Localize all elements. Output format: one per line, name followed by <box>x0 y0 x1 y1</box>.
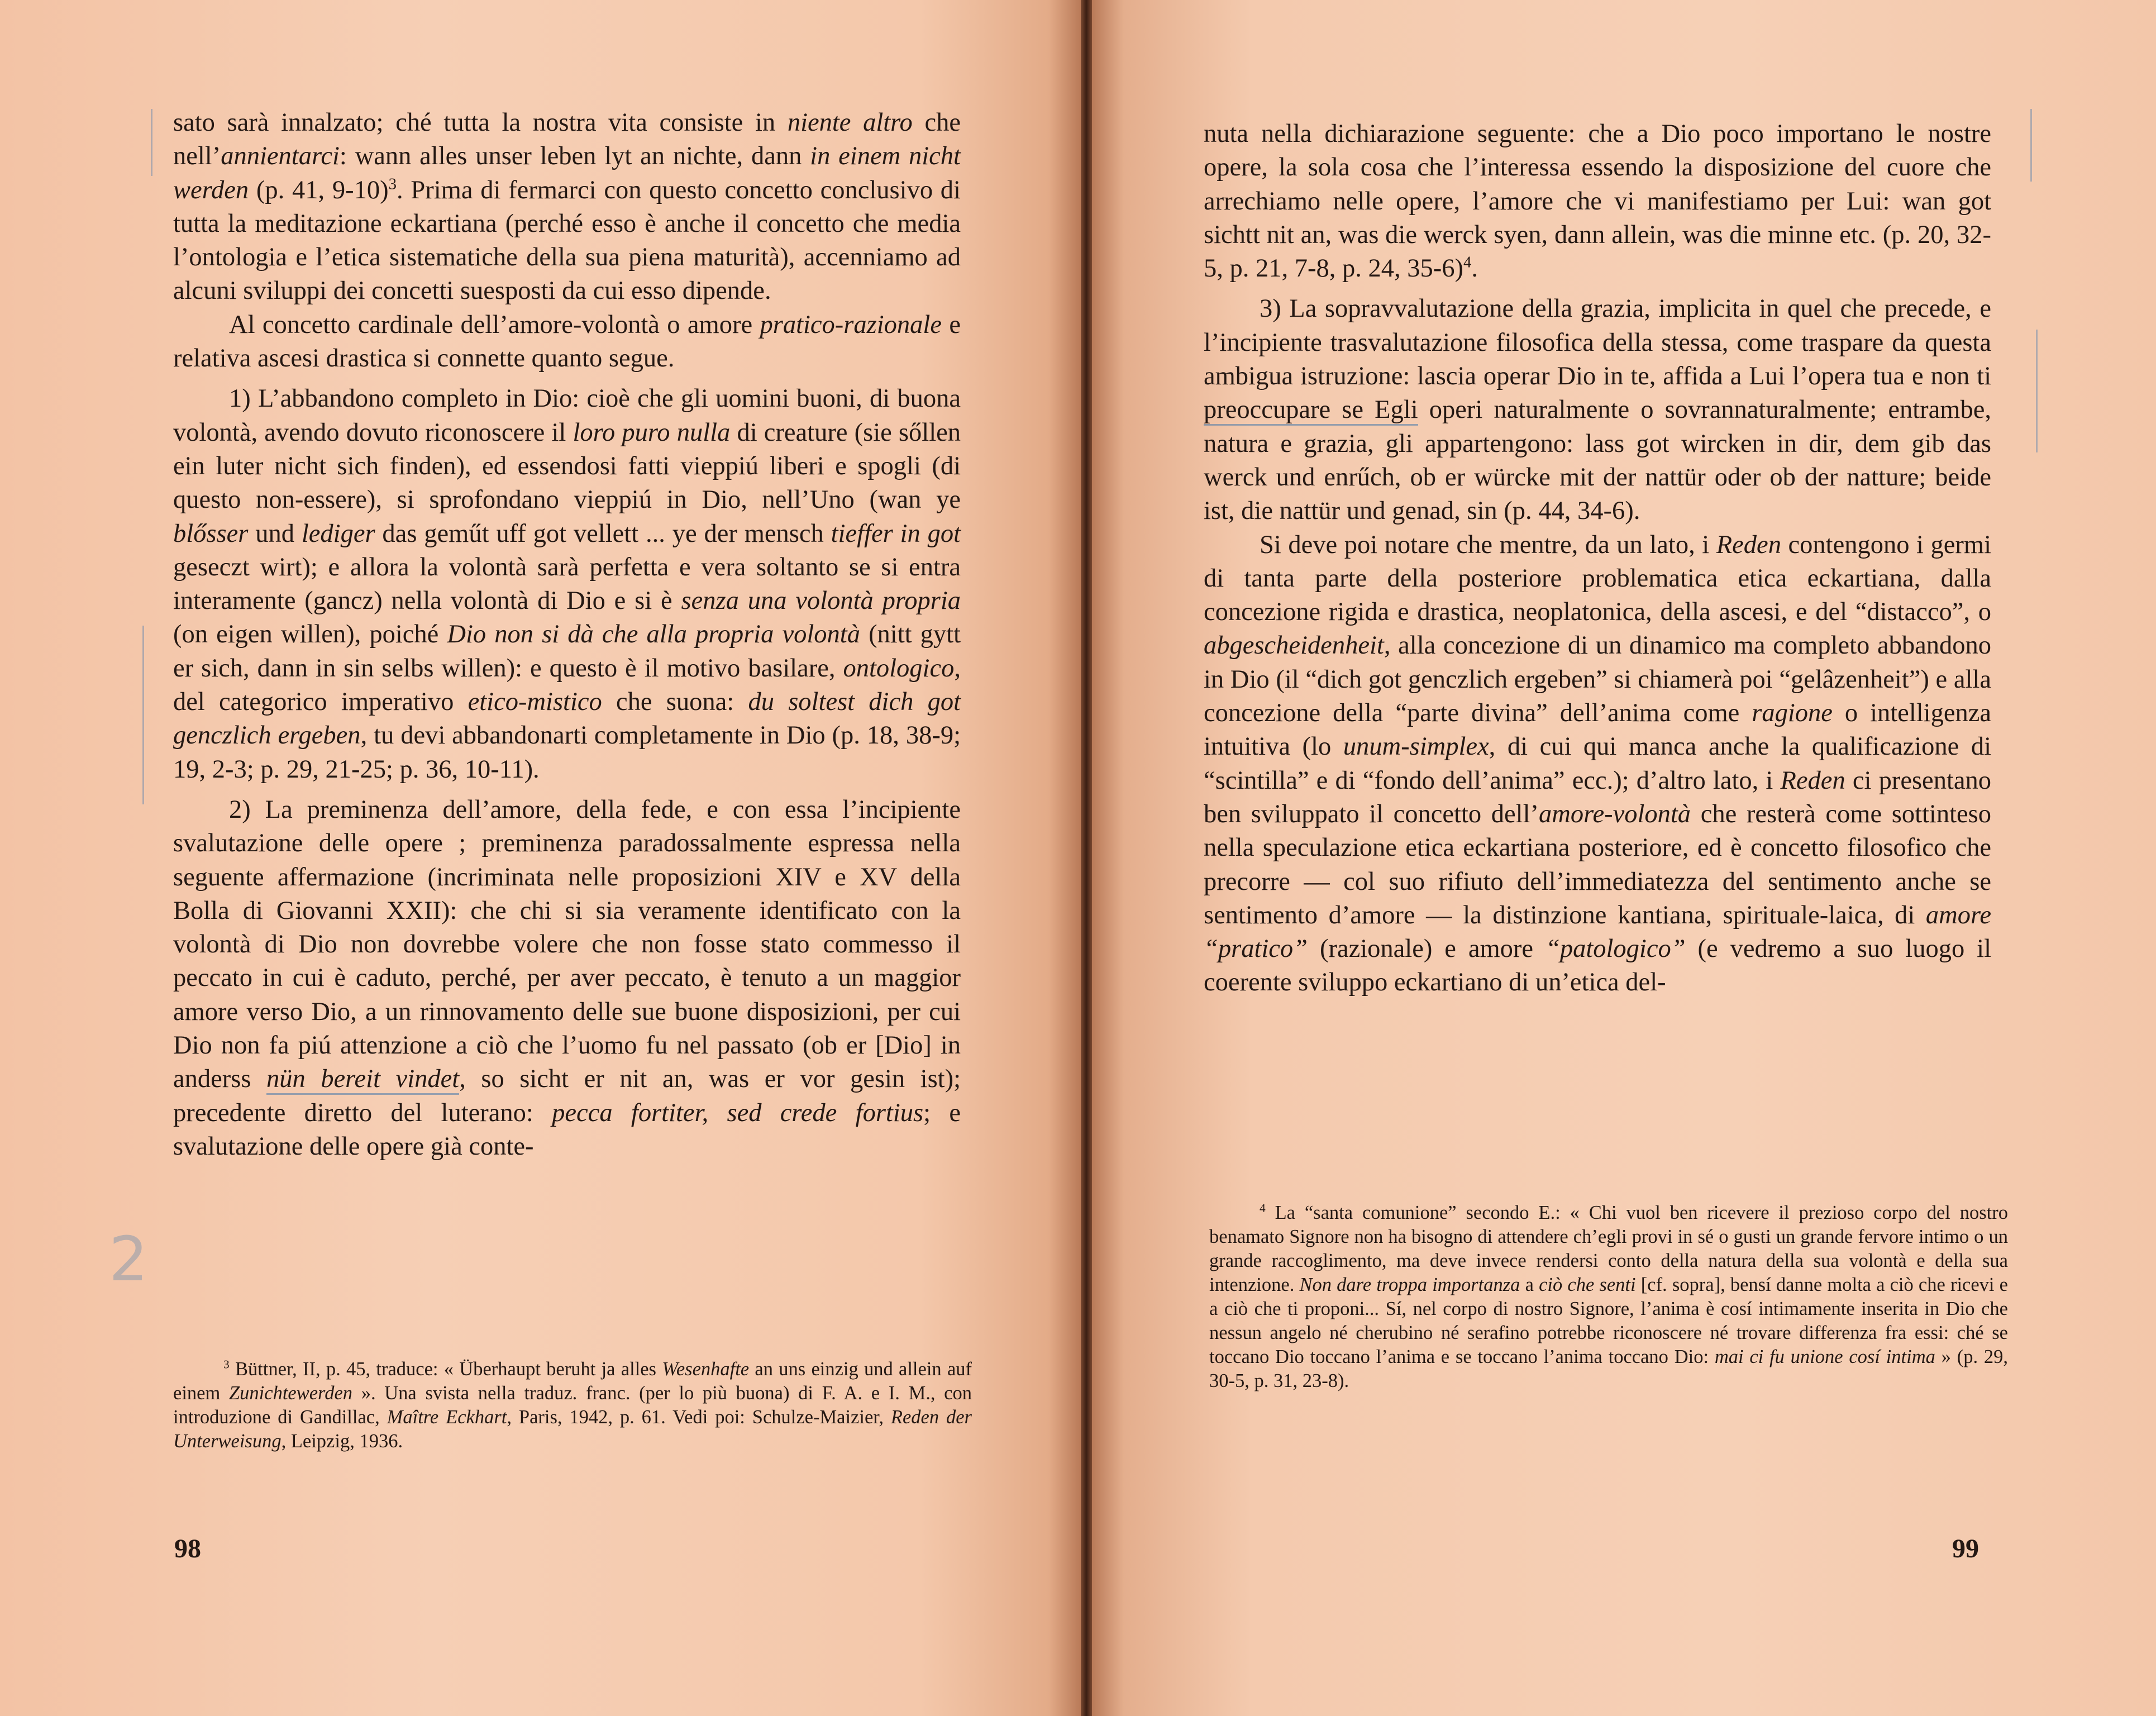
footnote-text: $^4$ La “santa comunione” secondo E.: « Chi vuol ben ricevere il prezioso corpo del nostro benamato Signore non ha bisogno di attendere ch’egli provi in sé o gusti un grande fervore intimo o un grande raccoglimento, ma deve invece rendersi conto della natura della sua volontà e della sua intenzione. Non dare troppa importanza a ciò che senti [cf. sopra], bensí danne molta a ciò che ricevi e a ciò che ti proponi... Sí, nel corpo di nostro Signore, l’anima è cosí intimamente inserita in Dio che nessun angelo né cherubino né serafino potrebbe riconoscere né trovare differenza fra essi: ché se toccano Dio toccano l’anima e se toccano l’anima toccano Dio: mai ci fu unione cosí intima » (p. 29, 30-5, p. 31, 23-8). <box>1209 1201 2008 1391</box>
right-footnote <box>1209 1201 2008 1393</box>
footnote-text: $^3$ Büttner, II, p. 45, traduce: « Überhaupt beruht ja alles Wesenhafte an uns einzig und allein auf einem Zunichtewerden ». Una svista nella traduz. franc. (per lo più buona) di F. A. e I. M., con introduzione di Gandillac, Maître Eckhart, Paris, 1942, p. 61. Vedi poi: Schulze-Maizier, Reden der Unterweisung, Leipzig, 1936. <box>173 1357 972 1452</box>
left-body-text <box>173 106 961 1164</box>
pencil-margin-mark <box>2030 109 2032 182</box>
paragraph: sato sarà innalzato; ché tutta la nostra vita consiste in niente altro che nell’annientarci: wann alles unser leben lyt an nichte, dann in einem nicht werden (p. 41, 9-10)$^3$. Prima di fermarci con questo concetto conclusivo di tutta la meditazione eckartiana (perché esso è anche il concetto che media l’ontologia e l’etica sistematiche della sua piena maturità), accenniamo ad alcuni sviluppi dei concetti suesposti da cui esso dipende. <box>173 108 961 306</box>
page-number-left: 98 <box>174 1534 201 1564</box>
page-number-right: 99 <box>1952 1534 1979 1564</box>
paragraph: 2) La preminenza dell’amore, della fede, e con essa l’incipiente svalutazione delle opere ; preminenza paradossalmente espressa nella seguente affermazione (incriminata nelle proposizioni XIV e XV della Bolla di Giovanni XXII): che chi si sia veramente identificato con la volontà di Dio non dovrebbe volere che non fosse stato commesso il peccato in cui è caduto, perché, per aver peccato, è tenuto a un maggior amore verso Dio, a un rinnovamento delle sue buone disposizioni, per cui Dio non fa piú attenzione a ciò che l’uomo fu nel passato (ob er [Dio] in anderss nün bereit vindet, so sicht er nit an, was er vor gesin ist); precedente diretto del luterano: pecca fortiter, sed crede fortius; e svalutazione delle opere già conte- <box>173 795 961 1161</box>
paragraph: Al concetto cardinale dell’amore-volontà o amore pratico-razionale e relativa ascesi drastica si connette quanto segue. <box>173 310 961 373</box>
paragraph: 1) L’abbandono completo in Dio: cioè che gli uomini buoni, di buona volontà, avendo dovuto riconoscere il loro puro nulla di creature (sie sőllen ein luter nicht sich finden), ed essendosi fatti vieppiú liberi e spogli (di questo non-essere), si sprofondano vieppiú in Dio, nell’Uno (wan ye blősser und lediger das geműt uff got vellett ... ye der mensch tieffer in got geseczt wirt); e allora la volontà sarà perfetta e vera soltanto se si entra interamente (gancz) nella volontà di Dio e si è senza una volontà propria (on eigen willen), poiché Dio non si dà che alla propria volontà (nitt gytt er sich, dann in sin selbs willen): e questo è il motivo basilare, ontologico, del categorico imperativo etico-mistico che suona: du soltest dich got genczlich ergeben, tu devi abbandonarti completamente in Dio (p. 18, 38-9; 19, 2-3; p. 29, 21-25; p. 36, 10-11). <box>173 384 961 784</box>
paragraph: Si deve poi notare che mentre, da un lato, i Reden contengono i germi di tanta parte della posteriore problematica etica eckartiana, dalla concezione rigida e drastica, neoplatonica, della ascesi, e del “distacco”, o abgescheidenheit, alla concezione di un dinamico ma completo abbandono in Dio (il “dich got genczlich ergeben” si chiamerà poi “gelâzenheit”) e alla concezione della “parte divina” dell’anima come ragione o intelligenza intuitiva (lo unum-simplex, di cui qui manca anche la qualificazione di “scintilla” e di “fondo dell’anima” ecc.); d’altro lato, i Reden ci presentano ben sviluppato il concetto dell’amore-volontà che resterà come sottinteso nella speculazione etica eckartiana posteriore, ed è concetto filosofico che precorre — col suo rifiuto dell’immediatezza del sentimento anche se sentimento d’amore — la distinzione kantiana, spirituale-laica, di amore “pratico” (razionale) e amore “patologico” (e vedremo a suo luogo il coerente sviluppo eckartiano di un’etica del- <box>1204 530 1992 997</box>
pencil-margin-mark <box>151 109 152 176</box>
right-page <box>1092 0 2156 1716</box>
left-footnote <box>173 1357 972 1453</box>
pencil-margin-mark <box>142 626 144 804</box>
paragraph: nuta nella dichiarazione seguente: che a Dio poco importano le nostre opere, la sola cosa che l’interessa essendo la disposizione del cuore che arrechiamo nelle opere, l’amore che vi manifestiamo per Lui: wan got sichtt nit an, was die werck syen, dann allein, was die minne etc. (p. 20, 32-5, p. 21, 7-8, p. 24, 35-6)$^4$. <box>1204 120 1991 283</box>
right-body-text <box>1204 117 1991 1000</box>
margin-pencil-number: 2 <box>109 1223 148 1295</box>
paragraph: 3) La sopravvalutazione della grazia, implicita in quel che precede, e l’incipiente trasvalutazione filosofica della stessa, come traspare da questa ambigua istruzione: lascia operar Dio in te, affida a Lui l’opera tua e non ti preoccupare se Egli operi naturalmente o sovrannaturalmente; entrambe, natura e grazia, gli appartengono: lass got wircken in dir, dem gib das werck und enrűch, ob er würcke mit der nattür oder ob der natture; beide ist, die nattür und genad, sin (p. 44, 34-6). <box>1204 294 1991 526</box>
pencil-margin-mark <box>2036 330 2038 452</box>
